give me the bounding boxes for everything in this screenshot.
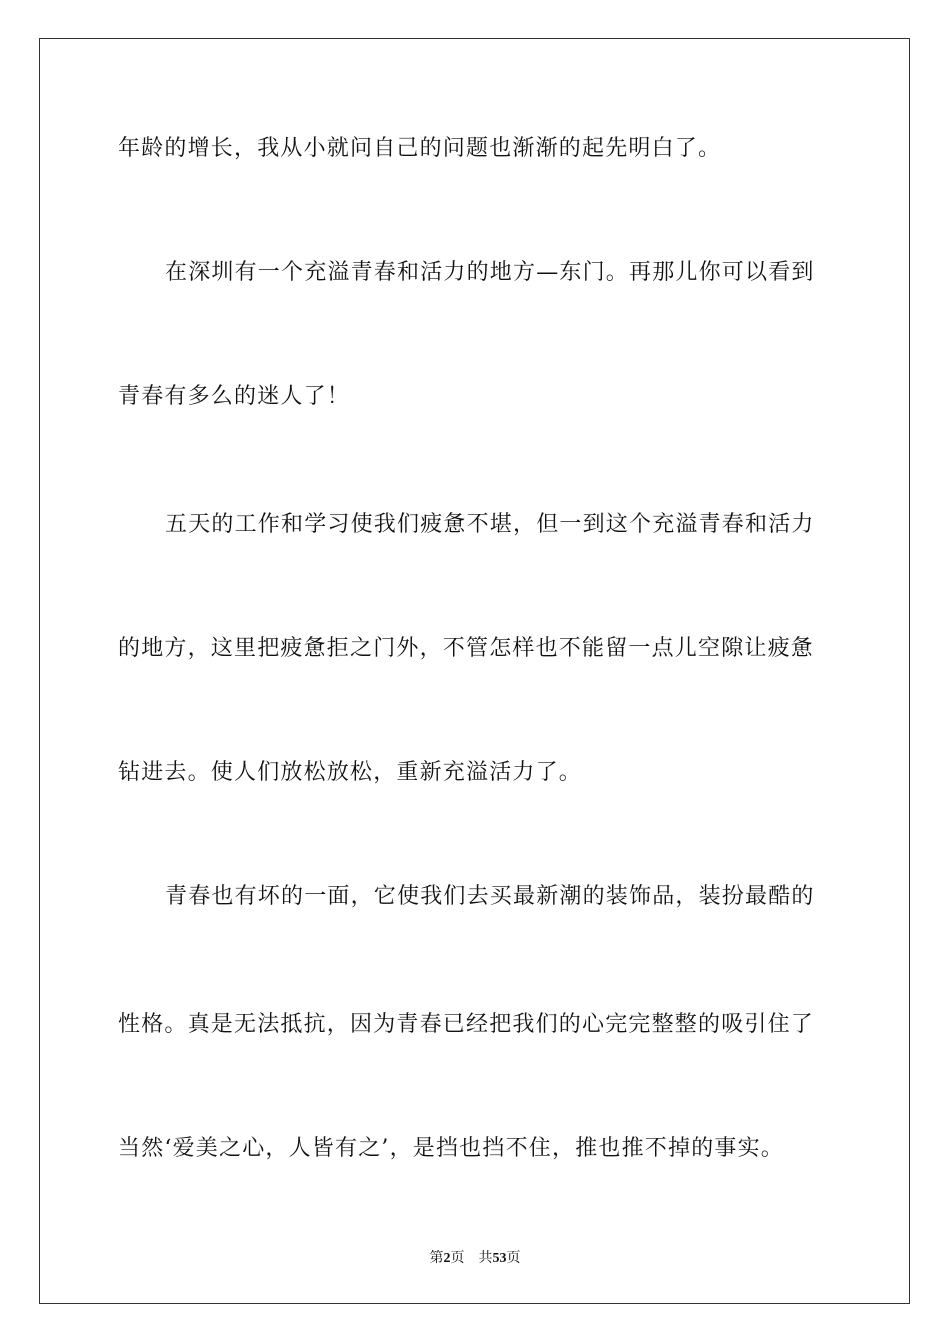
total-suffix: 页 [506, 1250, 521, 1266]
page-suffix: 页 [450, 1250, 465, 1266]
page-prefix: 第 [429, 1250, 444, 1266]
paragraph-line-5: 的地方，这里把疲惫拒之门外，不管怎样也不能留一点儿空隙让疲惫 [118, 636, 815, 661]
total-prefix: 共 [478, 1250, 493, 1266]
paragraph-line-1: 年龄的增长，我从小就问自己的问题也渐渐的起先明白了。 [118, 136, 722, 161]
page-number: 2 [443, 1251, 451, 1266]
paragraph-line-3: 青春有多么的迷人了！ [118, 384, 351, 409]
paragraph-line-8: 性格。真是无法抵抗，因为青春已经把我们的心完完整整的吸引住了 [118, 1012, 815, 1037]
page-footer [0, 1249, 950, 1268]
page-border [39, 38, 910, 1304]
paragraph-line-6: 钻进去。使人们放松放松，重新充溢活力了。 [118, 760, 583, 785]
paragraph-line-9: 当然‘爱美之心，人皆有之’，是挡也挡不住，推也推不掉的事实。 [118, 1136, 784, 1161]
paragraph-line-2: 在深圳有一个充溢青春和活力的地方—东门。再那儿你可以看到 [165, 260, 815, 285]
total-pages: 53 [492, 1251, 507, 1266]
paragraph-line-4: 五天的工作和学习使我们疲惫不堪，但一到这个充溢青春和活力 [165, 512, 815, 537]
paragraph-line-7: 青春也有坏的一面，它使我们去买最新潮的装饰品，装扮最酷的 [165, 884, 815, 909]
